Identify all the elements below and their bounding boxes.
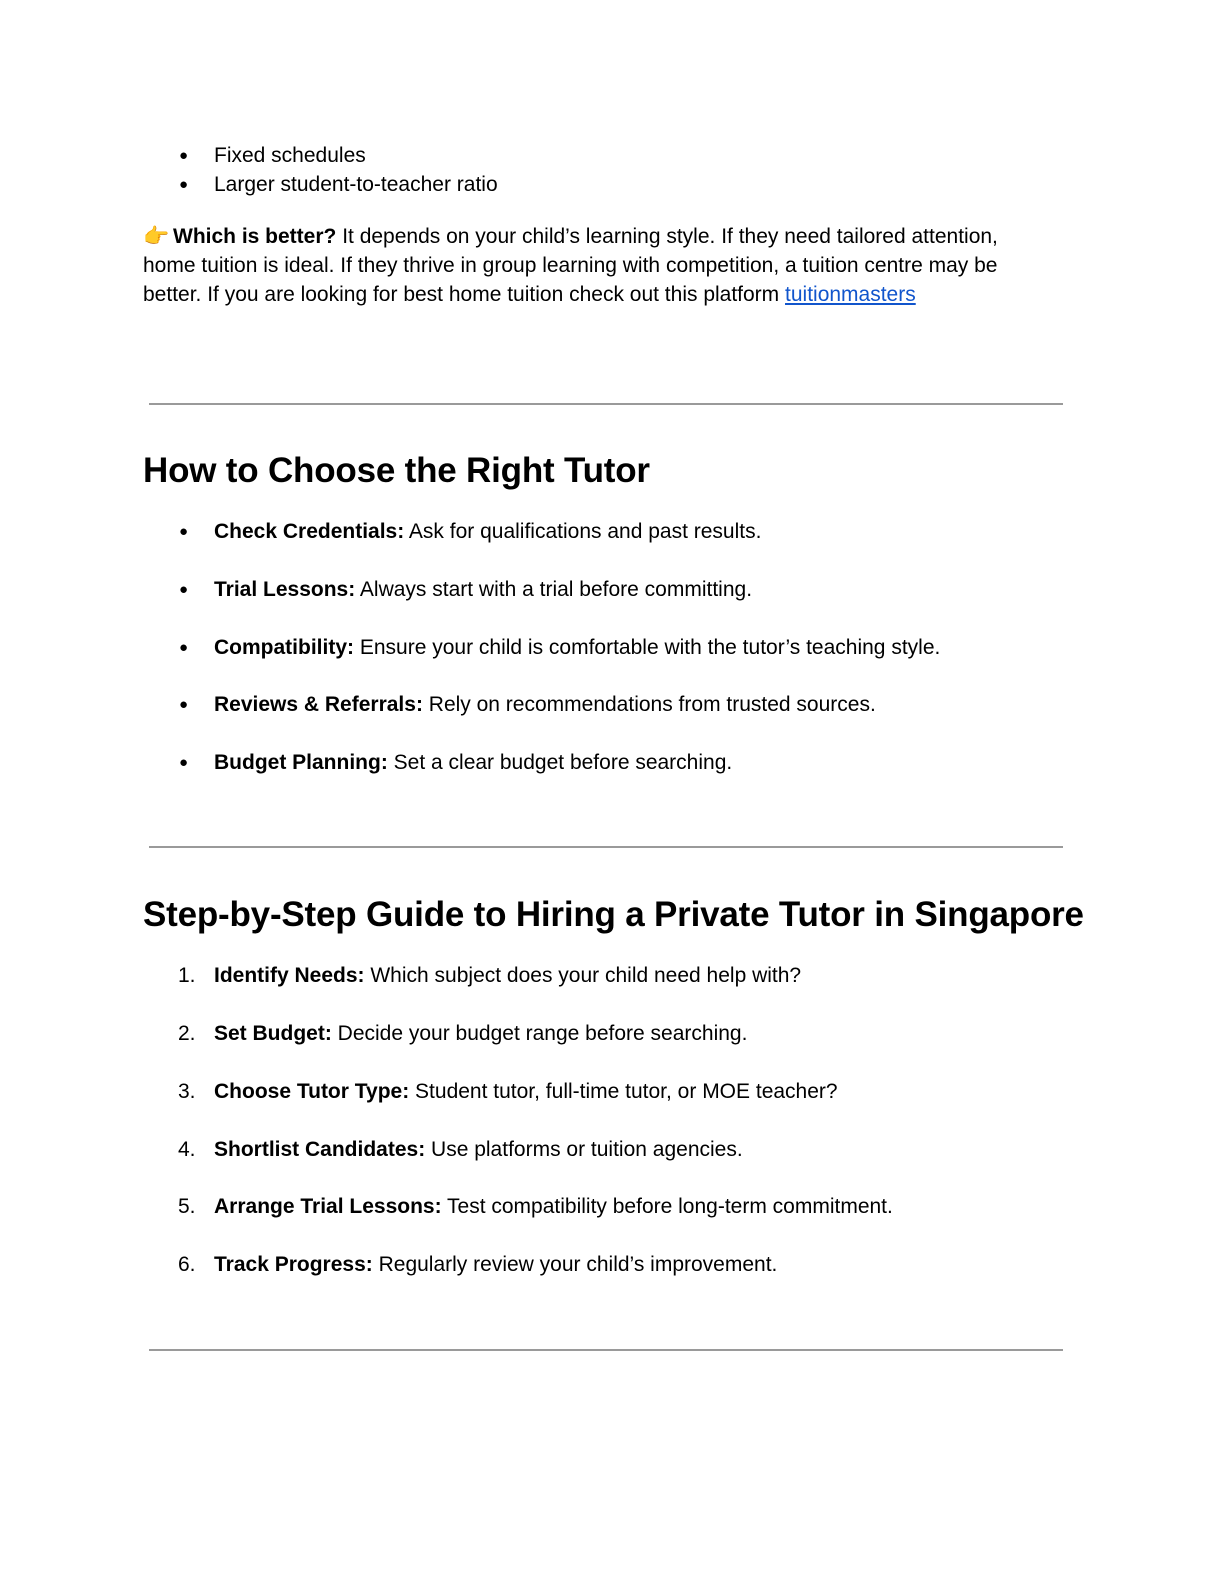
bullet-icon: ● — [179, 147, 189, 164]
paragraph-text: It depends on your child’s learning style. If they need tailored attention, home tuition is ideal. If they thrive in group learning with competition, a tuition centre may be better. If you are looking for best home tuition check out this platform — [143, 225, 998, 306]
paragraph-lead: Which is better? — [173, 225, 337, 248]
section-heading: How to Choose the Right Tutor — [143, 451, 650, 490]
list-item-label: Budget Planning: — [214, 751, 388, 774]
list-item-content — [214, 690, 876, 719]
bullet-icon: ● — [179, 581, 189, 598]
bullet-icon: ● — [179, 754, 189, 771]
list-item-text: Set a clear budget before searching. — [387, 751, 733, 774]
list-item-text: Student tutor, full-time tutor, or MOE teacher? — [409, 1080, 838, 1103]
list-item-text: Ensure your child is comfortable with the tutor’s teaching style. — [354, 636, 941, 659]
list-item-content — [214, 633, 940, 662]
bullet-icon: ● — [179, 523, 189, 540]
step-number: 4. — [178, 1138, 196, 1161]
list-item-content — [214, 961, 801, 990]
list-item-content — [214, 517, 761, 546]
horizontal-rule — [149, 1349, 1063, 1351]
step-number: 1. — [178, 964, 196, 987]
list-item-text: Ask for qualifications and past results. — [404, 520, 762, 543]
list-item-label: Trial Lessons: — [214, 578, 356, 601]
list-item-label: Shortlist Candidates: — [214, 1138, 426, 1161]
bullet-icon: ● — [179, 176, 189, 193]
pointing-hand-icon: 👉 — [143, 225, 170, 248]
list-item-text: Use platforms or tuition agencies. — [425, 1138, 743, 1161]
list-item-content — [214, 1019, 747, 1048]
list-item-content — [214, 1192, 893, 1221]
horizontal-rule — [149, 403, 1063, 405]
list-item-text: Fixed schedules — [214, 144, 366, 167]
list-item-text: Larger student-to-teacher ratio — [214, 173, 498, 196]
list-item-label: Check Credentials: — [214, 520, 405, 543]
step-number: 5. — [178, 1195, 196, 1218]
list-item-text: Test compatibility before long-term commitment. — [441, 1195, 893, 1218]
list-item-text: Rely on recommendations from trusted sources. — [422, 693, 876, 716]
list-item-content — [214, 748, 732, 777]
list-item-text: Decide your budget range before searching. — [331, 1022, 748, 1045]
horizontal-rule — [149, 846, 1063, 848]
list-item-label: Arrange Trial Lessons: — [214, 1195, 442, 1218]
list-item-content — [214, 575, 752, 604]
step-number: 6. — [178, 1253, 196, 1276]
list-item-label: Compatibility: — [214, 636, 354, 659]
which-is-better-paragraph — [143, 222, 1043, 309]
list-item-content — [214, 1077, 838, 1106]
list-item-text: Which subject does your child need help with? — [364, 964, 802, 987]
tuitionmasters-link[interactable]: tuitionmasters — [785, 283, 916, 306]
step-number: 3. — [178, 1080, 196, 1103]
list-item-label: Track Progress: — [214, 1253, 373, 1276]
section-heading: Step-by-Step Guide to Hiring a Private Tutor in Singapore — [143, 895, 1084, 934]
list-item-label: Set Budget: — [214, 1022, 332, 1045]
bullet-icon: ● — [179, 639, 189, 656]
list-item-content — [214, 1250, 777, 1279]
list-item-text: Always start with a trial before committing. — [355, 578, 753, 601]
list-item-label: Reviews & Referrals: — [214, 693, 423, 716]
list-item-content — [214, 1135, 743, 1164]
bullet-icon: ● — [179, 696, 189, 713]
step-number: 2. — [178, 1022, 196, 1045]
list-item-label: Identify Needs: — [214, 964, 365, 987]
list-item-text: Regularly review your child’s improvement. — [372, 1253, 778, 1276]
list-item-label: Choose Tutor Type: — [214, 1080, 410, 1103]
